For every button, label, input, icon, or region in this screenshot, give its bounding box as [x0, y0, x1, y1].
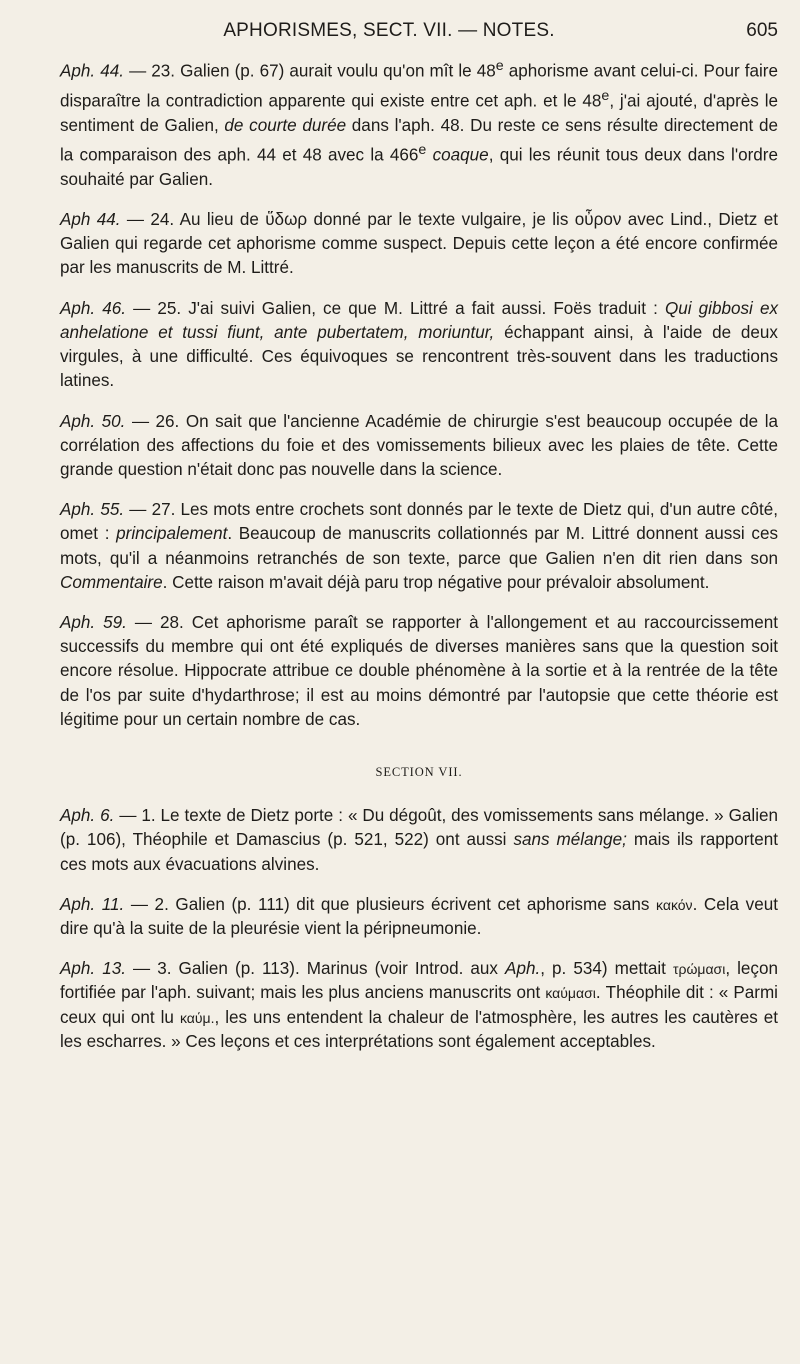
note-number: — 26. — [125, 411, 180, 431]
italic-text: Qui gibbosi ex anhelatione et tussi fiunt, ante pubertatem, moriuntur, — [60, 298, 779, 342]
note-paragraph — [60, 804, 778, 877]
note-text: Le texte de Dietz porte : « Du dégoût, des vomissements sans mélange. » Galien (p. 106), Théophile et Damascius (p. 521, 522) ont aussi — [60, 806, 779, 850]
greek-text: τρώμασι — [672, 961, 726, 978]
note-number: — 3. — [126, 959, 172, 979]
note-text: , j'ai ajouté, d'après le sentiment de Galien, — [60, 91, 778, 135]
note-text: On sait que l'ancienne Académie de chirurgie s'est beaucoup occupée de la corrélation des affections du foie et des vomissements bilieux avec les plaies de tête. Cette grande question n'était donc pas nouvelle dans la science. — [60, 411, 778, 479]
aphorism-label: Aph 44. — [60, 210, 121, 230]
notes-content — [60, 54, 778, 1054]
note-number: — 28. — [126, 612, 184, 632]
note-paragraph — [60, 297, 778, 394]
note-paragraph — [60, 893, 778, 941]
superscript: e — [601, 87, 610, 104]
note-text: . Beaucoup de manuscrits collationnés par M. Littré donnent aussi ces mots, qu'il a néanmoins retranchés de son texte, parce que Galien n'en dit rien dans son — [60, 524, 778, 568]
italic-text: sans mélange; — [513, 830, 627, 850]
note-number: — 1. — [114, 806, 156, 826]
note-text: , p. 534) mettait — [540, 959, 673, 979]
note-text: J'ai suivi Galien, ce que M. Littré a fait aussi. Foës traduit : — [181, 298, 665, 318]
italic-text: Aph. — [505, 959, 541, 979]
aphorism-label: Aph. 13. — [60, 959, 126, 979]
note-text: Au lieu de ὕδωρ donné par le texte vulgaire, je lis οὖρον avec Lind., Dietz et Galien qui regarde cet aphorisme comme suspect. Depuis cette leçon a été encore confirmée par les manuscrits de M. Littré. — [60, 210, 778, 278]
page-title: APHORISMES, SECT. VII. — NOTES. — [223, 20, 555, 41]
italic-text: principalement — [116, 524, 228, 544]
note-number: — 2. — [124, 894, 169, 914]
page-number: 605 — [746, 20, 778, 41]
note-text: Cet aphorisme paraît se rapporter à l'allongement et au raccourcissement successifs du membre qui ont été expliqués de diverses manières sans que la question soit encore résolue. Hippocrate attribue ce double phénomène à la sortie et à la rentrée de la tête de l'os par suite d'hydarthrose; il est au moins démontré par l'autopsie que cette théorie est légitime pour un certain nombre de cas. — [60, 612, 778, 729]
note-text: Galien (p. 67) aurait voulu qu'on mît le 48 — [175, 61, 496, 81]
note-paragraph — [60, 410, 778, 483]
notes-after-section — [60, 804, 778, 1054]
greek-text: καύμασι — [545, 985, 596, 1002]
aphorism-label: Aph. 59. — [60, 612, 127, 632]
note-text: Galien (p. 113). Marinus (voir Introd. aux — [171, 959, 506, 979]
aphorism-label: Aph. 44. — [60, 61, 125, 81]
superscript: e — [418, 141, 427, 158]
note-text: Les mots entre crochets sont donnés par le texte de Dietz qui, d'un autre côté, omet : — [60, 500, 778, 544]
note-text: . Théophile dit : « Parmi ceux qui ont lu — [60, 983, 778, 1027]
note-paragraph — [60, 498, 778, 595]
section-heading: SECTION VII. — [375, 764, 463, 779]
running-head — [60, 18, 778, 54]
note-number: — 27. — [124, 500, 176, 520]
note-text: Galien (p. 111) dit que plusieurs écrivent cet aphorisme sans — [168, 894, 657, 914]
greek-text: κακόν — [656, 896, 693, 913]
aphorism-label: Aph. 11. — [60, 894, 125, 914]
aphorism-label: Aph. 6. — [60, 806, 115, 826]
note-text: dans l'aph. 48. Du reste ce sens résulte directement de la comparaison des aph. 44 et 48 avec la 466 — [60, 115, 779, 165]
note-text: mais ils rapportent ces mots aux évacuations alvines. — [60, 830, 778, 874]
note-paragraph — [60, 208, 778, 281]
note-text: aphorisme avant celui-ci. Pour faire disparaître la contradiction apparente qui existe entre cet aph. et le 48 — [60, 61, 778, 111]
note-paragraph — [60, 54, 778, 192]
note-text: , qui les réunit tous deux dans l'ordre souhaité par Galien. — [60, 145, 778, 189]
aphorism-label: Aph. 46. — [60, 298, 127, 318]
note-number: — 25. — [126, 298, 182, 318]
italic-text: Commentaire — [60, 572, 163, 592]
note-number: — 23. — [124, 61, 176, 81]
note-text: . Cela veut dire qu'à la suite de la pleurésie vient la péripneumonie. — [60, 894, 778, 938]
note-paragraph — [60, 611, 778, 732]
notes-before-section — [60, 54, 778, 732]
aphorism-label: Aph. 50. — [60, 411, 126, 431]
superscript: e — [495, 58, 504, 74]
italic-text: coaque — [432, 145, 489, 165]
note-text: , leçon fortifiée par l'aph. suivant; mais les plus anciens manuscrits ont — [60, 959, 778, 1003]
note-text: . Cette raison m'avait déjà paru trop négative pour prévaloir absolument. — [162, 572, 710, 592]
greek-text: καύμ. — [179, 1009, 215, 1026]
note-number: — 24. — [120, 210, 175, 230]
note-text: , les uns entendent la chaleur de l'atmosphère, les autres les cautères et les escharres. » Ces leçons et ces interprétations sont également acceptables. — [60, 1007, 779, 1051]
aphorism-label: Aph. 55. — [60, 500, 125, 520]
note-text: échappant ainsi, à l'aide de deux virgules, à une difficulté. Ces équivoques se rencontrent très-souvent dans les traductions latines. — [60, 322, 778, 391]
italic-text: de courte durée — [224, 115, 347, 135]
note-paragraph — [60, 957, 778, 1054]
